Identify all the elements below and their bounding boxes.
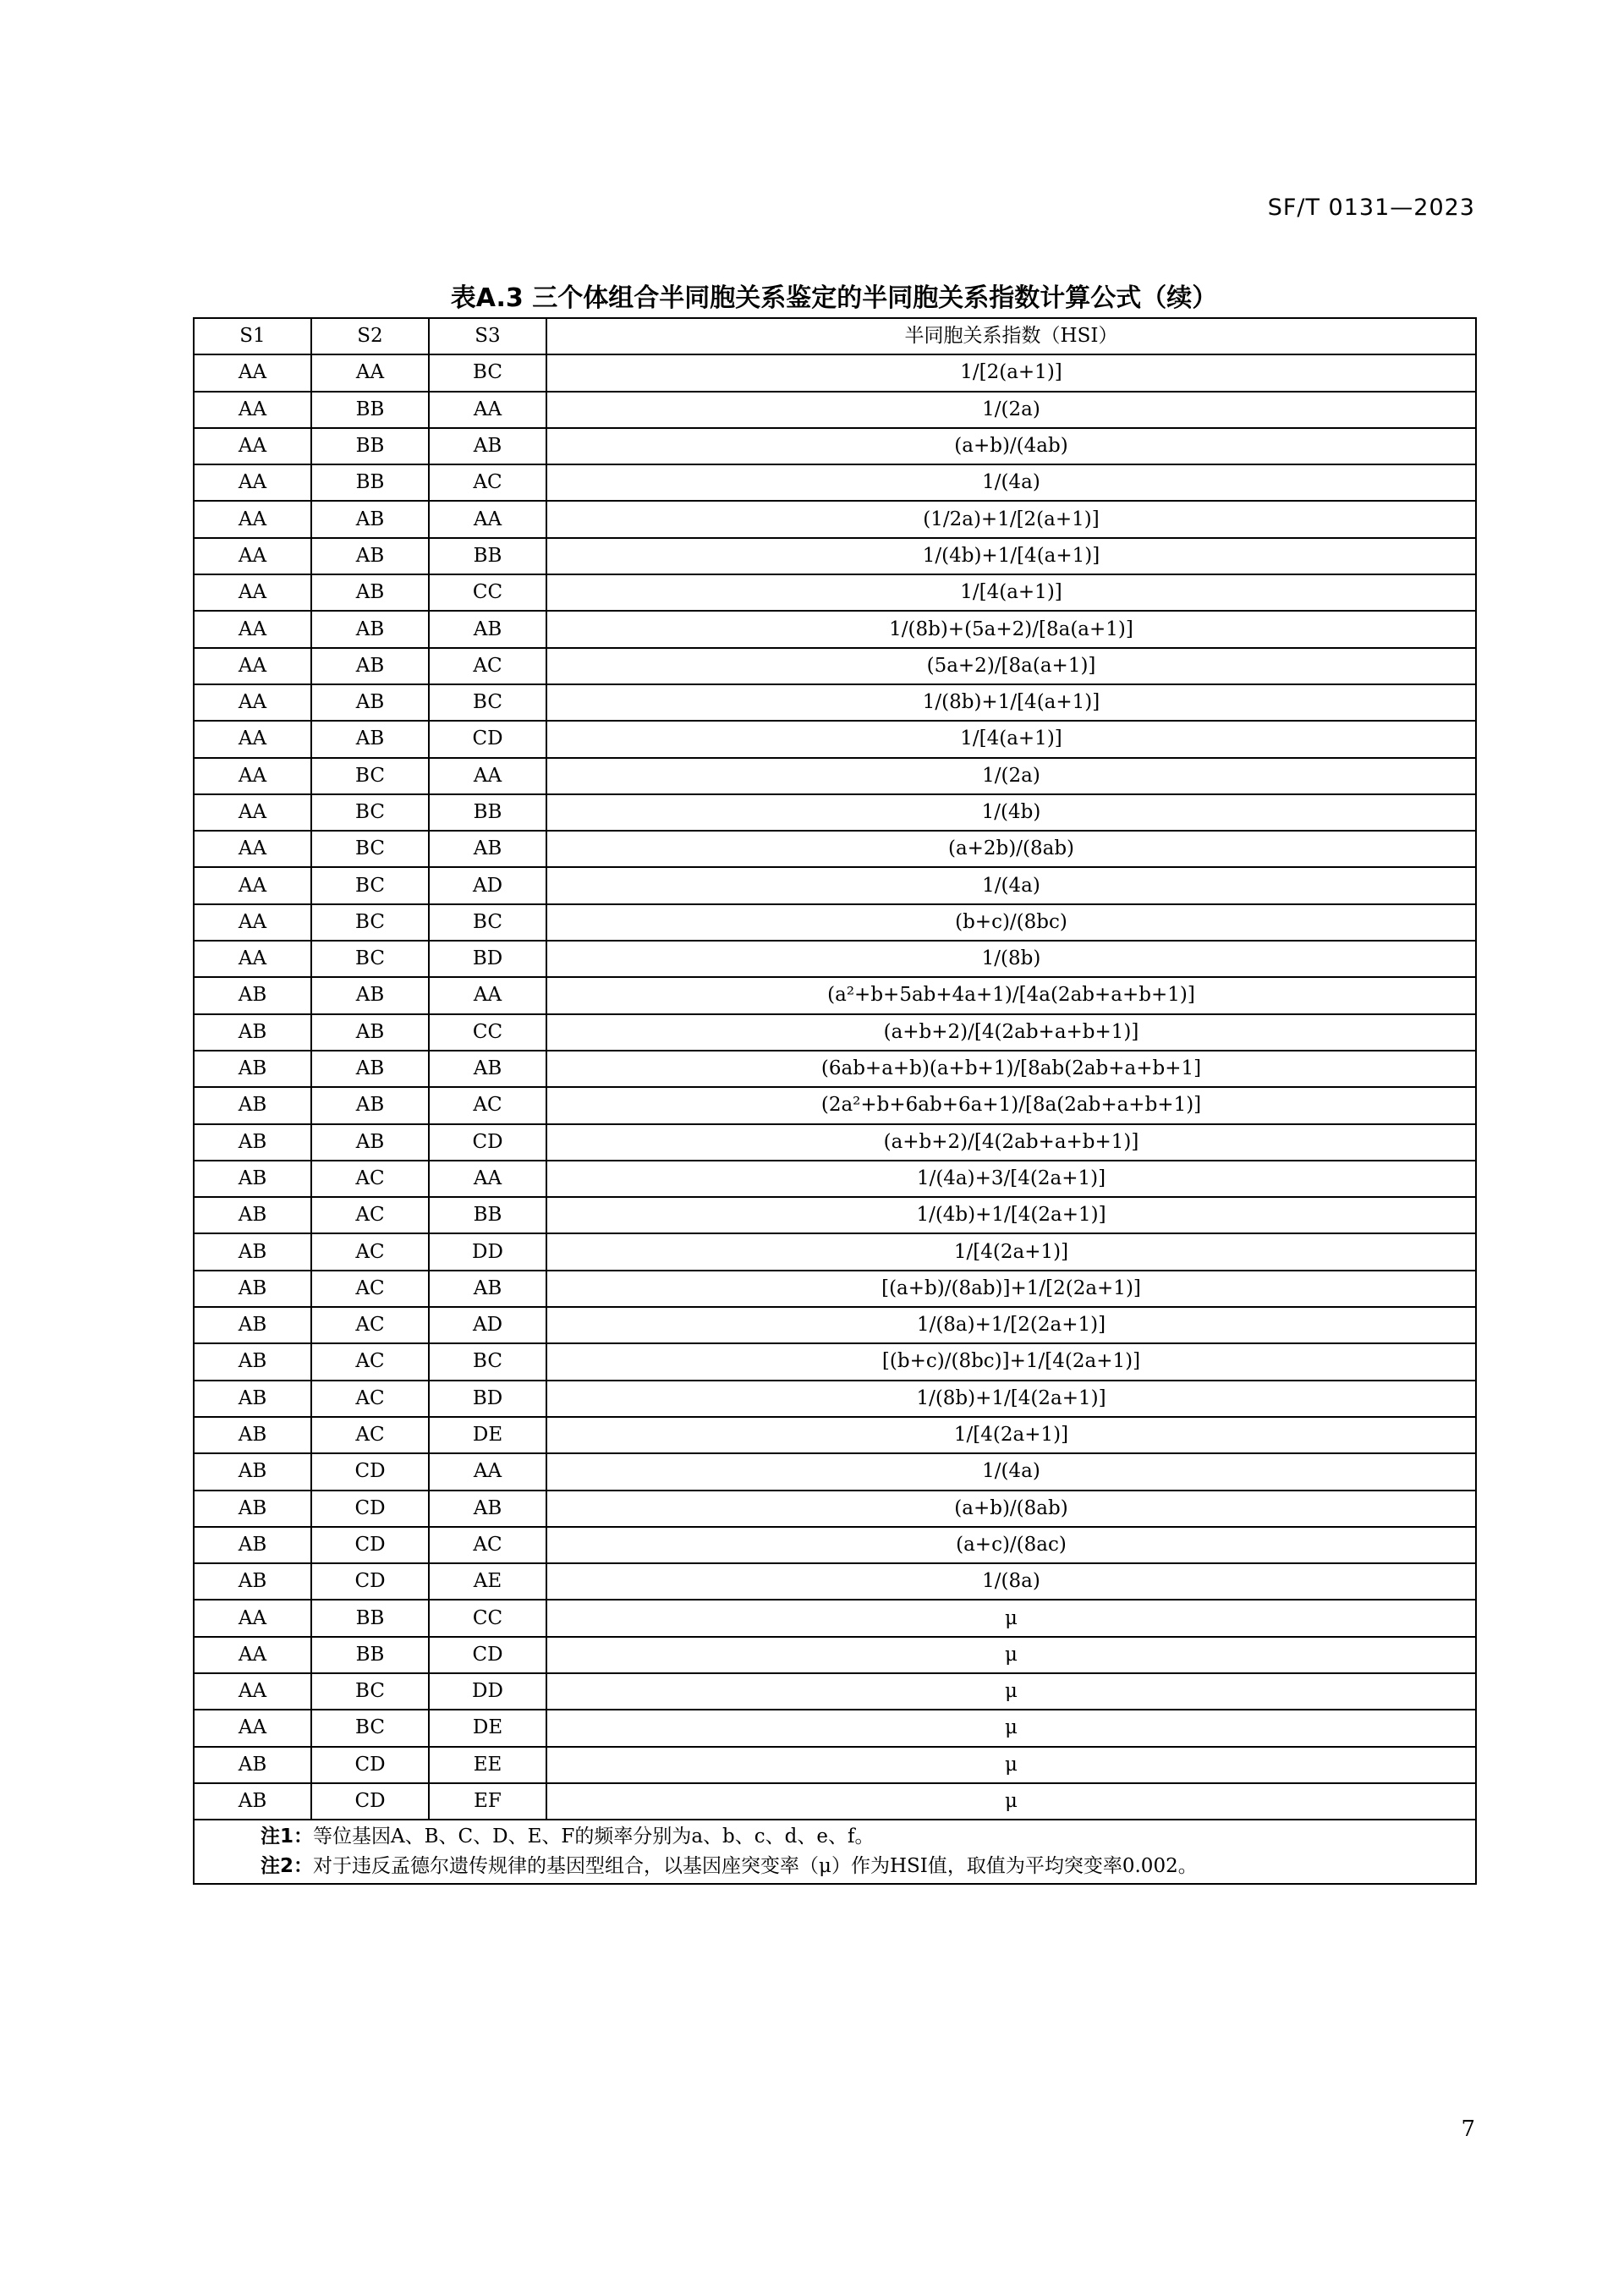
cell-s3: BC [429, 1343, 546, 1380]
note-1 [261, 1822, 1475, 1852]
cell-s3: BD [429, 1381, 546, 1417]
cell-s3: DD [429, 1233, 546, 1270]
table-row [194, 1453, 1476, 1490]
cell-s2: AB [311, 684, 429, 721]
table-row [194, 1343, 1476, 1380]
table-row [194, 794, 1476, 831]
cell-s2: BC [311, 831, 429, 867]
cell-hsi: [(a+b)/(8ab)]+1/[2(2a+1)] [546, 1271, 1476, 1307]
cell-s2: AC [311, 1161, 429, 1197]
cell-hsi: 1/(4b)+1/[4(a+1)] [546, 538, 1476, 574]
cell-s2: BB [311, 428, 429, 464]
cell-s2: CD [311, 1453, 429, 1490]
cell-s1: AA [194, 867, 311, 903]
cell-s1: AB [194, 1197, 311, 1233]
cell-s1: AB [194, 1051, 311, 1087]
cell-s2: AB [311, 721, 429, 757]
cell-s2: AB [311, 574, 429, 611]
cell-s2: AB [311, 1087, 429, 1123]
table-notes [194, 1820, 1476, 1884]
cell-s3: AB [429, 611, 546, 647]
table-row [194, 684, 1476, 721]
cell-s2: CD [311, 1491, 429, 1527]
cell-s3: AA [429, 977, 546, 1013]
cell-s1: AA [194, 1600, 311, 1636]
cell-s1: AB [194, 1747, 311, 1783]
table-row [194, 611, 1476, 647]
cell-s3: AC [429, 1087, 546, 1123]
table-row [194, 1563, 1476, 1600]
cell-s1: AB [194, 1343, 311, 1380]
cell-s2: AB [311, 977, 429, 1013]
cell-s2: BC [311, 867, 429, 903]
table-row [194, 428, 1476, 464]
cell-s2: CD [311, 1563, 429, 1600]
table-row [194, 1673, 1476, 1710]
cell-s2: AC [311, 1197, 429, 1233]
table-row [194, 1233, 1476, 1270]
cell-s2: BC [311, 758, 429, 794]
cell-s2: BC [311, 794, 429, 831]
table-title: 表A.3 三个体组合半同胞关系鉴定的半同胞关系指数计算公式（续） [450, 283, 1218, 313]
table-row [194, 574, 1476, 611]
cell-s2: AC [311, 1343, 429, 1380]
cell-hsi: 1/[4(a+1)] [546, 721, 1476, 757]
cell-s2: AC [311, 1417, 429, 1453]
cell-s1: AA [194, 758, 311, 794]
cell-s2: AB [311, 538, 429, 574]
cell-s3: AA [429, 501, 546, 537]
hsi-formula-table [193, 317, 1477, 1885]
cell-s2: BC [311, 1710, 429, 1746]
cell-s3: CC [429, 1014, 546, 1051]
cell-hsi: μ [546, 1747, 1476, 1783]
cell-s3: AA [429, 392, 546, 428]
cell-s3: DD [429, 1673, 546, 1710]
cell-s2: AB [311, 1014, 429, 1051]
cell-s2: BC [311, 904, 429, 941]
cell-s1: AB [194, 1491, 311, 1527]
table-row [194, 648, 1476, 684]
cell-s3: BB [429, 1197, 546, 1233]
cell-s3: CD [429, 721, 546, 757]
cell-s3: AD [429, 867, 546, 903]
cell-hsi: (a+b)/(4ab) [546, 428, 1476, 464]
cell-hsi: 1/(4a) [546, 464, 1476, 501]
cell-hsi: 1/(4b) [546, 794, 1476, 831]
cell-s2: AC [311, 1233, 429, 1270]
table-row [194, 941, 1476, 977]
cell-s2: CD [311, 1747, 429, 1783]
cell-s1: AB [194, 1783, 311, 1820]
cell-s1: AA [194, 831, 311, 867]
cell-hsi: 1/(8b) [546, 941, 1476, 977]
cell-hsi: (a+b)/(8ab) [546, 1491, 1476, 1527]
table-row [194, 1051, 1476, 1087]
cell-hsi: 1/(4a)+3/[4(2a+1)] [546, 1161, 1476, 1197]
cell-s1: AA [194, 1673, 311, 1710]
table-row [194, 354, 1476, 391]
table-row [194, 1381, 1476, 1417]
cell-hsi: (a+b+2)/[4(2ab+a+b+1)] [546, 1124, 1476, 1161]
cell-s3: AE [429, 1563, 546, 1600]
cell-s3: AD [429, 1307, 546, 1343]
table-row [194, 1783, 1476, 1820]
table-row [194, 501, 1476, 537]
cell-hsi: 1/[4(2a+1)] [546, 1417, 1476, 1453]
table-row [194, 904, 1476, 941]
cell-s1: AB [194, 1527, 311, 1563]
cell-s1: AB [194, 1381, 311, 1417]
cell-s1: AA [194, 464, 311, 501]
cell-s1: AA [194, 904, 311, 941]
cell-hsi: 1/[4(a+1)] [546, 574, 1476, 611]
table-row [194, 464, 1476, 501]
table-row [194, 1600, 1476, 1636]
table-row [194, 1491, 1476, 1527]
cell-s3: BB [429, 538, 546, 574]
cell-s1: AA [194, 611, 311, 647]
cell-s1: AA [194, 941, 311, 977]
cell-s3: AA [429, 1161, 546, 1197]
table-row [194, 1637, 1476, 1673]
cell-s3: BC [429, 904, 546, 941]
cell-s1: AA [194, 574, 311, 611]
cell-s1: AB [194, 1417, 311, 1453]
cell-s3: CC [429, 574, 546, 611]
cell-hsi: (a+2b)/(8ab) [546, 831, 1476, 867]
cell-s1: AA [194, 1637, 311, 1673]
table-row [194, 1197, 1476, 1233]
cell-hsi: 1/(2a) [546, 758, 1476, 794]
table-row [194, 1014, 1476, 1051]
cell-s1: AB [194, 1161, 311, 1197]
cell-hsi: μ [546, 1710, 1476, 1746]
table-row [194, 867, 1476, 903]
table-header-row [194, 318, 1476, 354]
cell-s2: AA [311, 354, 429, 391]
page-number: 7 [1461, 2117, 1475, 2142]
table-row [194, 1271, 1476, 1307]
cell-hsi: 1/(8b)+1/[4(a+1)] [546, 684, 1476, 721]
cell-hsi: 1/[4(2a+1)] [546, 1233, 1476, 1270]
cell-s1: AA [194, 501, 311, 537]
cell-s2: CD [311, 1527, 429, 1563]
cell-s1: AB [194, 1087, 311, 1123]
table-row [194, 1307, 1476, 1343]
cell-s1: AB [194, 1307, 311, 1343]
cell-s1: AA [194, 538, 311, 574]
table-row [194, 1710, 1476, 1746]
cell-s3: BB [429, 794, 546, 831]
cell-s2: AC [311, 1307, 429, 1343]
cell-s1: AB [194, 1453, 311, 1490]
cell-hsi: 1/(8a)+1/[2(2a+1)] [546, 1307, 1476, 1343]
cell-hsi: 1/[2(a+1)] [546, 354, 1476, 391]
table-row [194, 1161, 1476, 1197]
cell-s1: AA [194, 648, 311, 684]
table-row [194, 1527, 1476, 1563]
cell-s3: AC [429, 464, 546, 501]
column-header-s1: S1 [194, 318, 311, 354]
cell-hsi: (1/2a)+1/[2(a+1)] [546, 501, 1476, 537]
table-row [194, 538, 1476, 574]
cell-hsi: 1/(8b)+1/[4(2a+1)] [546, 1381, 1476, 1417]
cell-s3: DE [429, 1417, 546, 1453]
cell-s3: EF [429, 1783, 546, 1820]
cell-s2: BB [311, 392, 429, 428]
cell-s1: AA [194, 721, 311, 757]
cell-s2: AC [311, 1271, 429, 1307]
cell-s1: AB [194, 977, 311, 1013]
table-row [194, 721, 1476, 757]
document-code: SF/T 0131—2023 [1267, 195, 1475, 221]
cell-s3: EE [429, 1747, 546, 1783]
note-2 [261, 1852, 1475, 1881]
cell-s3: BC [429, 684, 546, 721]
table-row [194, 1417, 1476, 1453]
note-1-text: 等位基因A、B、C、D、E、F的频率分别为a、b、c、d、e、f。 [313, 1826, 875, 1848]
cell-s2: BC [311, 941, 429, 977]
cell-s1: AA [194, 684, 311, 721]
cell-s3: AB [429, 831, 546, 867]
cell-hsi: μ [546, 1600, 1476, 1636]
cell-s1: AA [194, 392, 311, 428]
cell-hsi: (a+c)/(8ac) [546, 1527, 1476, 1563]
cell-hsi: (a²+b+5ab+4a+1)/[4a(2ab+a+b+1)] [546, 977, 1476, 1013]
table-row [194, 1747, 1476, 1783]
cell-s1: AA [194, 794, 311, 831]
table-row [194, 392, 1476, 428]
cell-hsi: (2a²+b+6ab+6a+1)/[8a(2ab+a+b+1)] [546, 1087, 1476, 1123]
cell-hsi: 1/(4a) [546, 867, 1476, 903]
cell-hsi: μ [546, 1673, 1476, 1710]
notes-row [194, 1820, 1476, 1884]
column-header-s3: S3 [429, 318, 546, 354]
column-header-hsi: 半同胞关系指数（HSI） [546, 318, 1476, 354]
cell-hsi: μ [546, 1783, 1476, 1820]
note-2-text: 对于违反孟德尔遗传规律的基因型组合，以基因座突变率（μ）作为HSI值，取值为平均突变率0.002。 [313, 1855, 1198, 1878]
cell-s2: BB [311, 1637, 429, 1673]
cell-s2: AB [311, 611, 429, 647]
cell-s1: AA [194, 354, 311, 391]
column-header-s2: S2 [311, 318, 429, 354]
cell-s1: AA [194, 1710, 311, 1746]
cell-s2: AB [311, 501, 429, 537]
table-row [194, 1087, 1476, 1123]
cell-hsi: 1/(8a) [546, 1563, 1476, 1600]
cell-s3: AC [429, 648, 546, 684]
cell-s2: AB [311, 1051, 429, 1087]
cell-s3: AB [429, 1051, 546, 1087]
cell-s2: AB [311, 648, 429, 684]
table-row [194, 977, 1476, 1013]
cell-s3: BD [429, 941, 546, 977]
note-2-label: 注2： [261, 1855, 314, 1878]
cell-s3: BC [429, 354, 546, 391]
table-row [194, 831, 1476, 867]
table-body [194, 354, 1476, 1820]
table-row [194, 758, 1476, 794]
cell-hsi: (5a+2)/[8a(a+1)] [546, 648, 1476, 684]
cell-s3: AC [429, 1527, 546, 1563]
cell-s1: AB [194, 1233, 311, 1270]
cell-s1: AB [194, 1124, 311, 1161]
cell-s1: AB [194, 1563, 311, 1600]
cell-hsi: 1/(2a) [546, 392, 1476, 428]
cell-s2: BB [311, 1600, 429, 1636]
table-row [194, 1124, 1476, 1161]
cell-s2: CD [311, 1783, 429, 1820]
cell-s3: DE [429, 1710, 546, 1746]
cell-hsi: (a+b+2)/[4(2ab+a+b+1)] [546, 1014, 1476, 1051]
cell-s3: AA [429, 758, 546, 794]
cell-s2: AB [311, 1124, 429, 1161]
cell-s3: CD [429, 1637, 546, 1673]
cell-hsi: (6ab+a+b)(a+b+1)/[8ab(2ab+a+b+1] [546, 1051, 1476, 1087]
note-1-label: 注1： [261, 1826, 314, 1848]
cell-hsi: μ [546, 1637, 1476, 1673]
cell-s3: AA [429, 1453, 546, 1490]
cell-hsi: 1/(8b)+(5a+2)/[8a(a+1)] [546, 611, 1476, 647]
cell-s2: BC [311, 1673, 429, 1710]
cell-s3: AB [429, 1491, 546, 1527]
cell-s2: AC [311, 1381, 429, 1417]
cell-s1: AB [194, 1014, 311, 1051]
cell-hsi: 1/(4b)+1/[4(2a+1)] [546, 1197, 1476, 1233]
cell-s3: AB [429, 1271, 546, 1307]
cell-s2: BB [311, 464, 429, 501]
cell-s1: AB [194, 1271, 311, 1307]
cell-s3: AB [429, 428, 546, 464]
cell-hsi: (b+c)/(8bc) [546, 904, 1476, 941]
cell-s3: CC [429, 1600, 546, 1636]
cell-hsi: 1/(4a) [546, 1453, 1476, 1490]
cell-hsi: [(b+c)/(8bc)]+1/[4(2a+1)] [546, 1343, 1476, 1380]
cell-s3: CD [429, 1124, 546, 1161]
cell-s1: AA [194, 428, 311, 464]
